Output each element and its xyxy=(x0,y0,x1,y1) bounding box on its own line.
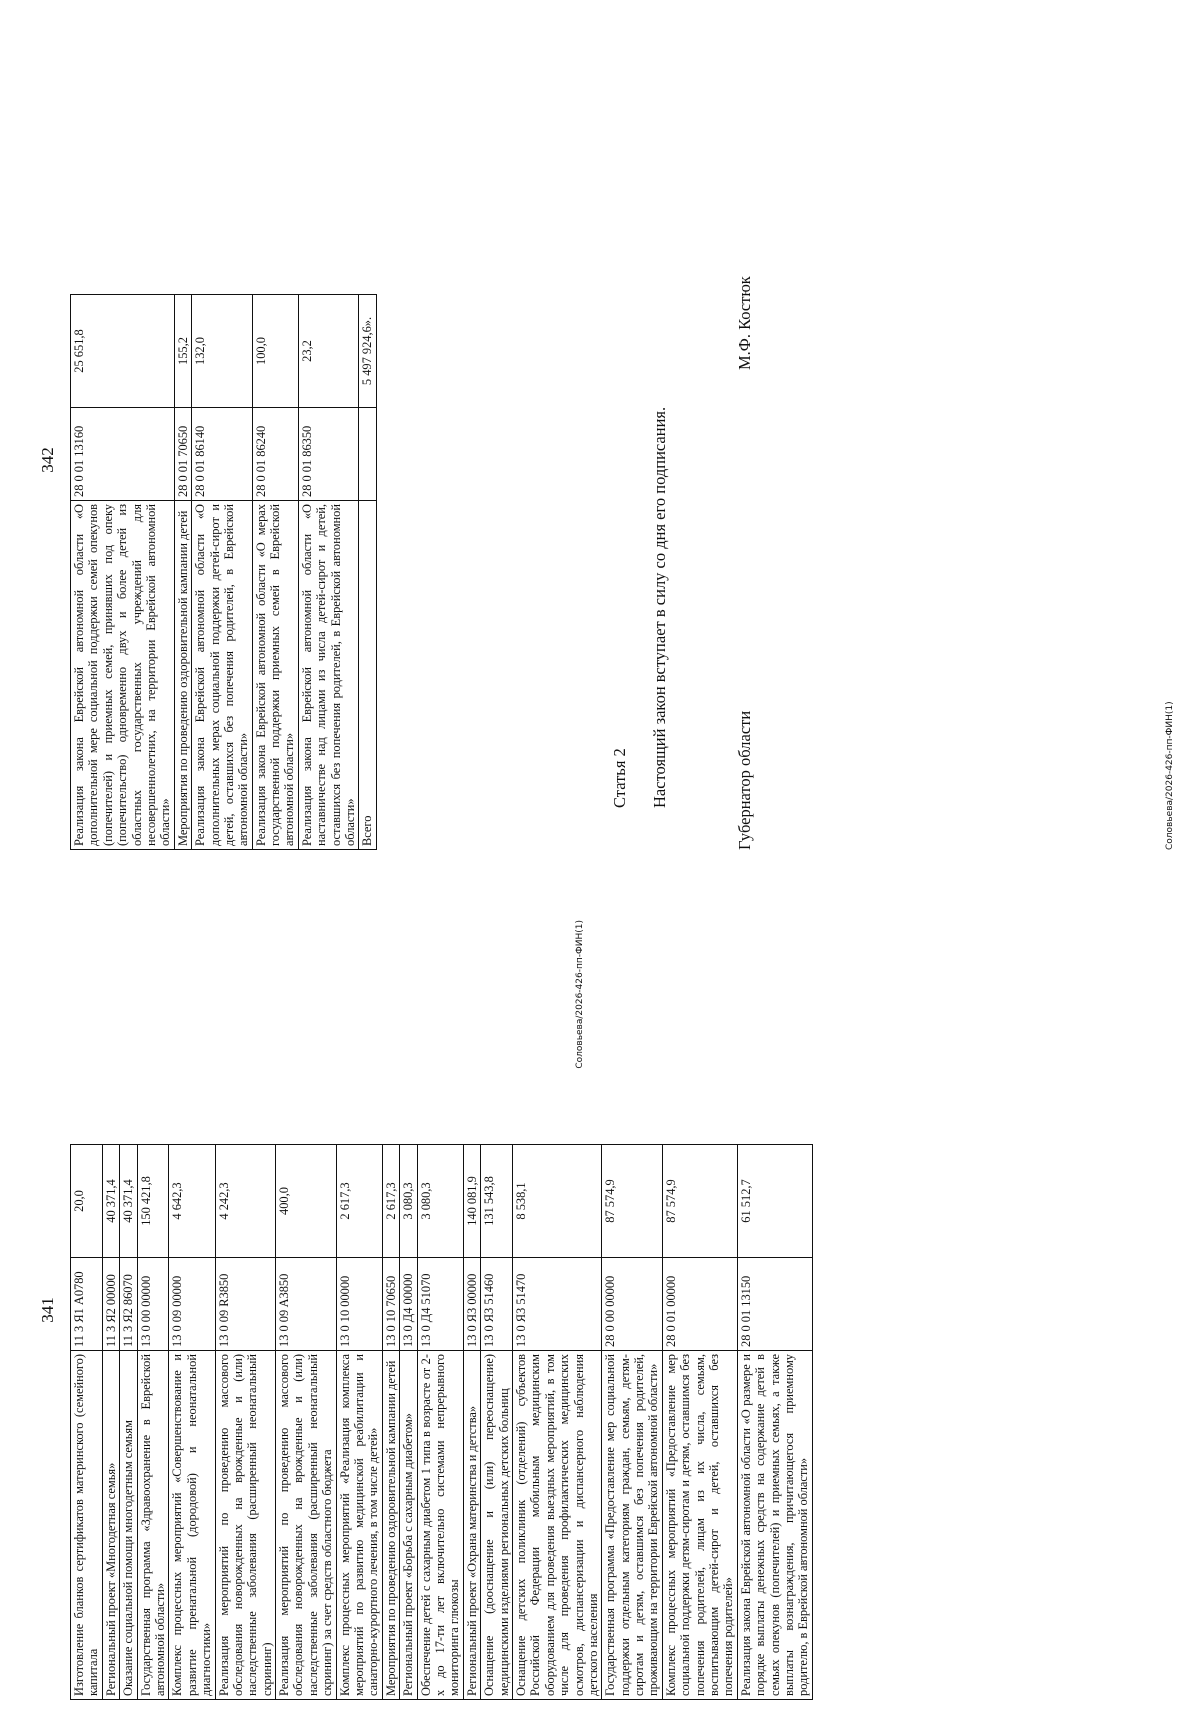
table-row xyxy=(737,1145,812,1700)
row-code: 28 0 00 00000 xyxy=(602,1258,663,1351)
table-row xyxy=(400,1145,417,1700)
table-row xyxy=(169,1145,215,1700)
table-row xyxy=(215,1145,276,1700)
row-name: Региональный проект «Многодетная семья» xyxy=(102,1351,119,1700)
row-amount: 140 081,9 xyxy=(463,1145,480,1258)
row-code xyxy=(359,408,376,501)
row-name: Комплекс процессных мероприятий «Реализация комплекса мероприятий по развитию медицинской реабилитации и санаторно-курортного лечения, в том числе детей» xyxy=(336,1351,382,1700)
row-amount: 23,2 xyxy=(298,295,359,408)
row-name: Оснащение (дооснащение и (или) переоснащение) медицинскими изделиями региональных детских больниц xyxy=(481,1351,513,1700)
document-footer: Соловьева/2026-426-пп-ФИН(1) xyxy=(1165,701,1175,850)
row-amount: 8 538,1 xyxy=(512,1145,601,1258)
row-name: Оказание социальной помощи многодетным семьям xyxy=(120,1351,137,1700)
table-row xyxy=(359,295,376,850)
row-code: 13 0 09 00000 xyxy=(169,1258,215,1351)
table-row xyxy=(298,295,359,850)
table-row xyxy=(71,1145,103,1700)
article-heading: Статья 2 xyxy=(610,748,629,808)
row-name: Реализация закона Еврейской автономной области «О наставничестве над лицами из числа детей-сирот и детей, оставшихся без попечения родителей, в Еврейской автономной области» xyxy=(298,501,359,850)
row-amount: 155,2 xyxy=(174,295,191,408)
row-amount: 2 617,3 xyxy=(382,1145,399,1258)
page-341 xyxy=(30,920,811,1700)
row-code: 13 0 Д4 51070 xyxy=(417,1258,463,1351)
row-amount: 4 242,3 xyxy=(215,1145,276,1258)
budget-table-342 xyxy=(70,294,377,850)
row-amount: 5 497 924,6». xyxy=(359,295,376,408)
document-footer: Соловьева/2026-426-пп-ФИН(1) xyxy=(575,920,585,1069)
table-row xyxy=(417,1145,463,1700)
row-name: Реализация закона Еврейской автономной области «О мерах государственной поддержки приемных семей в Еврейской автономной области» xyxy=(252,501,298,850)
row-amount: 3 080,3 xyxy=(417,1145,463,1258)
row-code: 28 0 01 86140 xyxy=(192,408,253,501)
signature-name: М.Ф. Костюк xyxy=(735,276,754,370)
table-row xyxy=(463,1145,480,1700)
row-code: 28 0 01 00000 xyxy=(662,1258,737,1351)
table-row xyxy=(120,1145,137,1700)
page-number: 342 xyxy=(38,447,57,473)
signature-title: Губернатор области xyxy=(735,710,754,850)
budget-table-341 xyxy=(70,1144,813,1700)
page-number: 341 xyxy=(38,1297,57,1323)
row-code: 13 0 09 R3850 xyxy=(215,1258,276,1351)
row-code: 13 0 00 00000 xyxy=(137,1258,169,1351)
row-amount: 2 617,3 xyxy=(336,1145,382,1258)
row-amount: 40 371,4 xyxy=(102,1145,119,1258)
row-code: 28 0 01 70650 xyxy=(174,408,191,501)
table-row xyxy=(276,1145,337,1700)
row-amount: 87 574,9 xyxy=(602,1145,663,1258)
table-row xyxy=(602,1145,663,1700)
row-name: Мероприятия по проведению оздоровительной кампании детей xyxy=(174,501,191,850)
row-name: Региональный проект «Борьба с сахарным диабетом» xyxy=(400,1351,417,1700)
row-amount: 4 642,3 xyxy=(169,1145,215,1258)
row-name: Комплекс процессных мероприятий «Предоставление мер социальной поддержки детям-сиротам и детям, оставшимся без попечения родителей, лицам из их числа, семьям, воспитывающим детей-сирот и детей, оставшихся без попечения родителей» xyxy=(662,1351,737,1700)
table-row xyxy=(336,1145,382,1700)
table-row xyxy=(481,1145,513,1700)
row-code: 13 0 09 A3850 xyxy=(276,1258,337,1351)
table-row xyxy=(192,295,253,850)
row-code: 13 0 Я3 00000 xyxy=(463,1258,480,1351)
row-code: 11 3 Я2 00000 xyxy=(102,1258,119,1351)
row-amount: 400,0 xyxy=(276,1145,337,1258)
row-name: Всего xyxy=(359,501,376,850)
row-code: 13 0 Я3 51470 xyxy=(512,1258,601,1351)
row-amount: 20,0 xyxy=(71,1145,103,1258)
row-name: Государственная программа «Предоставление мер социальной поддержки отдельным категориям граждан, семьям, детям-сиротам и детям, оставшимся без попечения родителей, проживающим на территории Еврейской автономной области» xyxy=(602,1351,663,1700)
row-name: Региональный проект «Охрана материнства и детства» xyxy=(463,1351,480,1700)
row-name: Мероприятия по проведению оздоровительной кампании детей xyxy=(382,1351,399,1700)
row-code: 13 0 10 00000 xyxy=(336,1258,382,1351)
row-name: Реализация закона Еврейской автономной области «О дополнительной мере социальной поддержки семей опекунов (попечителей) и приемных семей, принявших под опеку (попечительство) одновременно двух и более детей из областных государственных учреждений для несовершеннолетних, на территории Еврейской автономной области» xyxy=(71,501,175,850)
row-amount: 3 080,3 xyxy=(400,1145,417,1258)
row-name: Комплекс процессных мероприятий «Совершенствование и развитие пренатальной (дородовой) и неонатальной диагностики» xyxy=(169,1351,215,1700)
row-code: 11 3 Я1 А0780 xyxy=(71,1258,103,1351)
table-row xyxy=(137,1145,169,1700)
row-code: 13 0 10 70650 xyxy=(382,1258,399,1351)
table-row xyxy=(252,295,298,850)
table-row xyxy=(512,1145,601,1700)
row-name: Реализация закона Еврейской автономной области «О дополнительных мерах социальной поддержки детей-сирот и детей, оставшихся без попечения родителей, в Еврейской автономной области» xyxy=(192,501,253,850)
row-amount: 40 371,4 xyxy=(120,1145,137,1258)
row-amount: 61 512,7 xyxy=(737,1145,812,1258)
row-code: 13 0 Я3 51460 xyxy=(481,1258,513,1351)
article-text: Настоящий закон вступает в силу со дня его подписания. xyxy=(650,406,669,808)
table-row xyxy=(71,295,175,850)
row-name: Государственная программа «Здравоохранение в Еврейской автономной области» xyxy=(137,1351,169,1700)
row-name: Реализация мероприятий по проведению массового обследования новорожденных на врожденные и (или) наследственные заболевания (расширенный неонатальный скрининг) xyxy=(215,1351,276,1700)
row-code: 28 0 01 86240 xyxy=(252,408,298,501)
table-row xyxy=(102,1145,119,1700)
row-amount: 87 574,9 xyxy=(662,1145,737,1258)
row-name: Реализация мероприятий по проведению массового обследования новорожденных на врожденные и (или) наследственные заболевания (расширенный неонатальный скрининг) за счет средств областного бюджета xyxy=(276,1351,337,1700)
row-amount: 100,0 xyxy=(252,295,298,408)
row-amount: 132,0 xyxy=(192,295,253,408)
row-name: Реализация закона Еврейской автономной области «О размере и порядке выплаты денежных средств на содержание детей в семьях опекунов (попечителей) и приемных семьях, а также выплаты вознаграждения, причитающегося приемному родителю, в Еврейской автономной области» xyxy=(737,1351,812,1700)
row-code: 28 0 01 13150 xyxy=(737,1258,812,1351)
row-code: 28 0 01 13160 xyxy=(71,408,175,501)
row-code: 13 0 Д4 00000 xyxy=(400,1258,417,1351)
row-amount: 131 543,8 xyxy=(481,1145,513,1258)
row-name: Оснащение детских поликлиник (отделений) субъектов Российской Федерации мобильным медицинским оборудованием для проведения выездных мероприятий, в том числе для проведения профилактических медицинских осмотров, диспансеризации и диспансерного наблюдения детского населения xyxy=(512,1351,601,1700)
page-342 xyxy=(30,70,1180,850)
table-row xyxy=(174,295,191,850)
table-row xyxy=(662,1145,737,1700)
table-row xyxy=(382,1145,399,1700)
row-name: Изготовление бланков сертификатов материнского (семейного) капитала xyxy=(71,1351,103,1700)
row-code: 28 0 01 86350 xyxy=(298,408,359,501)
row-amount: 150 421,8 xyxy=(137,1145,169,1258)
row-name: Обеспечение детей с сахарным диабетом 1 типа в возрасте от 2-х до 17-ти лет включительно системами непрерывного мониторинга глюкозы xyxy=(417,1351,463,1700)
row-code: 11 3 Я2 86070 xyxy=(120,1258,137,1351)
row-amount: 25 651,8 xyxy=(71,295,175,408)
